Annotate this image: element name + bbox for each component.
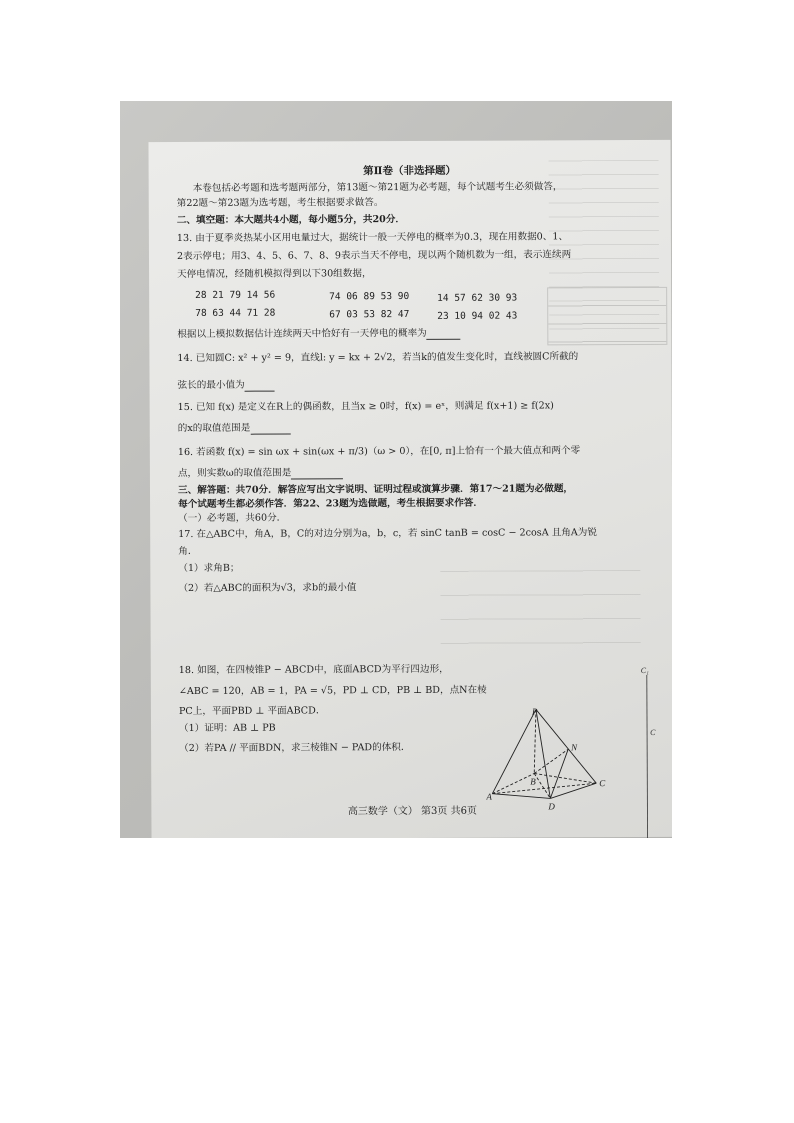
- photo-frame: [120, 101, 672, 838]
- q13-data-cell: 74 06 89 53 90: [329, 291, 410, 303]
- label-b: B: [530, 776, 536, 787]
- edge-nd: [550, 749, 568, 798]
- exam-page: [148, 140, 672, 838]
- q18-part-2: （2）若PA // 平面BDN，求三棱锥N − PAD的体积．: [179, 742, 411, 755]
- q16-line-2: 点，则实数ω的取值范围是: [178, 466, 343, 480]
- intro-line-2: 第22题～第23题为选考题，考生根据要求做答。: [176, 197, 384, 210]
- q14-line-2: 弦长的最小值为: [178, 379, 275, 392]
- label-c: C: [599, 778, 606, 789]
- solve-header-line-2: 每个试题考生都必须作答．第22、23题为选做题，考生根据要求作答．: [178, 497, 484, 511]
- required-section-label: （一）必考题，共60分．: [178, 512, 287, 525]
- q16-line-1: 16. 若函数 f(x) = sin ωx + sin(ωx + π/3)（ω > 0），在[0, π]上恰有一个最大值点和两个零: [177, 445, 581, 459]
- fill-blank-header: 二、填空题：本大题共4小题，每小题5分，共20分．: [176, 214, 406, 227]
- q13-line-2: 2表示停电；用3、4、5、6、7、8、9表示当天不停电，现以两个随机数为一组，表示连续两: [176, 249, 572, 263]
- q13-data-cell: 14 57 62 30 93: [437, 292, 518, 304]
- q13-data-cell: 23 10 94 02 43: [437, 310, 518, 322]
- show-through-formulas: [440, 570, 640, 646]
- edge-pb: [534, 709, 536, 773]
- q17-line-1: 17. 在△ABC中，角A，B，C的对边分别为a，b，c，若 sinC tanB = cosC − 2cosA 且角A为锐: [178, 527, 598, 541]
- q18-line-2: ∠ABC = 120，AB = 1，PA = √5，PD ⊥ CD，PB ⊥ BD，点N在棱: [178, 684, 487, 698]
- label-d: D: [548, 801, 555, 812]
- show-through-table: [547, 287, 667, 346]
- edge-ab: [492, 773, 534, 793]
- label-n: N: [571, 742, 578, 753]
- q13-data-cell: 28 21 79 14 56: [195, 289, 276, 301]
- q18-part-1: （1）证明：AB ⊥ PB: [179, 722, 276, 735]
- q17-line-2: 角．: [178, 545, 198, 558]
- q15-line-2: 的x的取值范围是: [178, 422, 291, 435]
- q18-line-1: 18. 如图，在四棱锥P − ABCD中，底面ABCD为平行四边形，: [178, 663, 449, 677]
- q14-line-1: 14. 已知圆C: x² + y² = 9，直线l: y = kx + 2√2，若当k的值发生变化时，直线被圆C所截的: [177, 351, 579, 365]
- q13-data-cell: 78 63 44 71 28: [195, 307, 276, 319]
- edge-pd: [536, 709, 550, 798]
- intro-line-1: 本卷包括必考题和选考题两部分，第13题～第21题为必考题，每个试题考生必须做答，: [192, 181, 563, 194]
- edge-bn: [534, 749, 568, 773]
- q15-line-1: 15. 已知 f(x) 是定义在R上的偶函数，且当x ≥ 0时，f(x) = eˣ，则满足 f(x+1) ≥ f(2x): [177, 400, 554, 414]
- label-p: P: [531, 706, 538, 717]
- q18-line-3: PC上，平面PBD ⊥ 平面ABCD．: [178, 705, 326, 718]
- edge-ad: [492, 793, 550, 798]
- section-title: 第Ⅱ卷（非选择题）: [363, 164, 457, 178]
- q17-part-1: （1）求角B；: [178, 562, 240, 575]
- edge-pc: [536, 709, 596, 783]
- margin-label-c1: C₁: [640, 665, 649, 675]
- edge-bc: [534, 773, 596, 783]
- q13-question: 根据以上模拟数据估计连续两天中恰好有一天停电的概率为: [177, 327, 460, 341]
- q13-line-3: 天停电情况，经随机模拟得到以下30组数据，: [177, 268, 372, 281]
- pyramid-figure: [486, 705, 626, 816]
- q17-part-2: （2）若△ABC的面积为√3，求b的最小值: [178, 582, 357, 595]
- solve-header-line-1: 三、解答题：共70分．解答应写出文字说明、证明过程或演算步骤．第17～21题为必做题，: [177, 483, 574, 497]
- margin-label-c: C: [650, 727, 656, 737]
- q13-data-cell: 67 03 53 82 47: [329, 309, 410, 321]
- q13-line-1: 13. 由于夏季炎热某小区用电量过大，据统计一般一天停电的概率为0.3，现在用数据0、1、: [176, 231, 569, 245]
- page-footer: 高三数学（文） 第3页 共6页: [347, 805, 477, 818]
- label-a: A: [486, 791, 492, 802]
